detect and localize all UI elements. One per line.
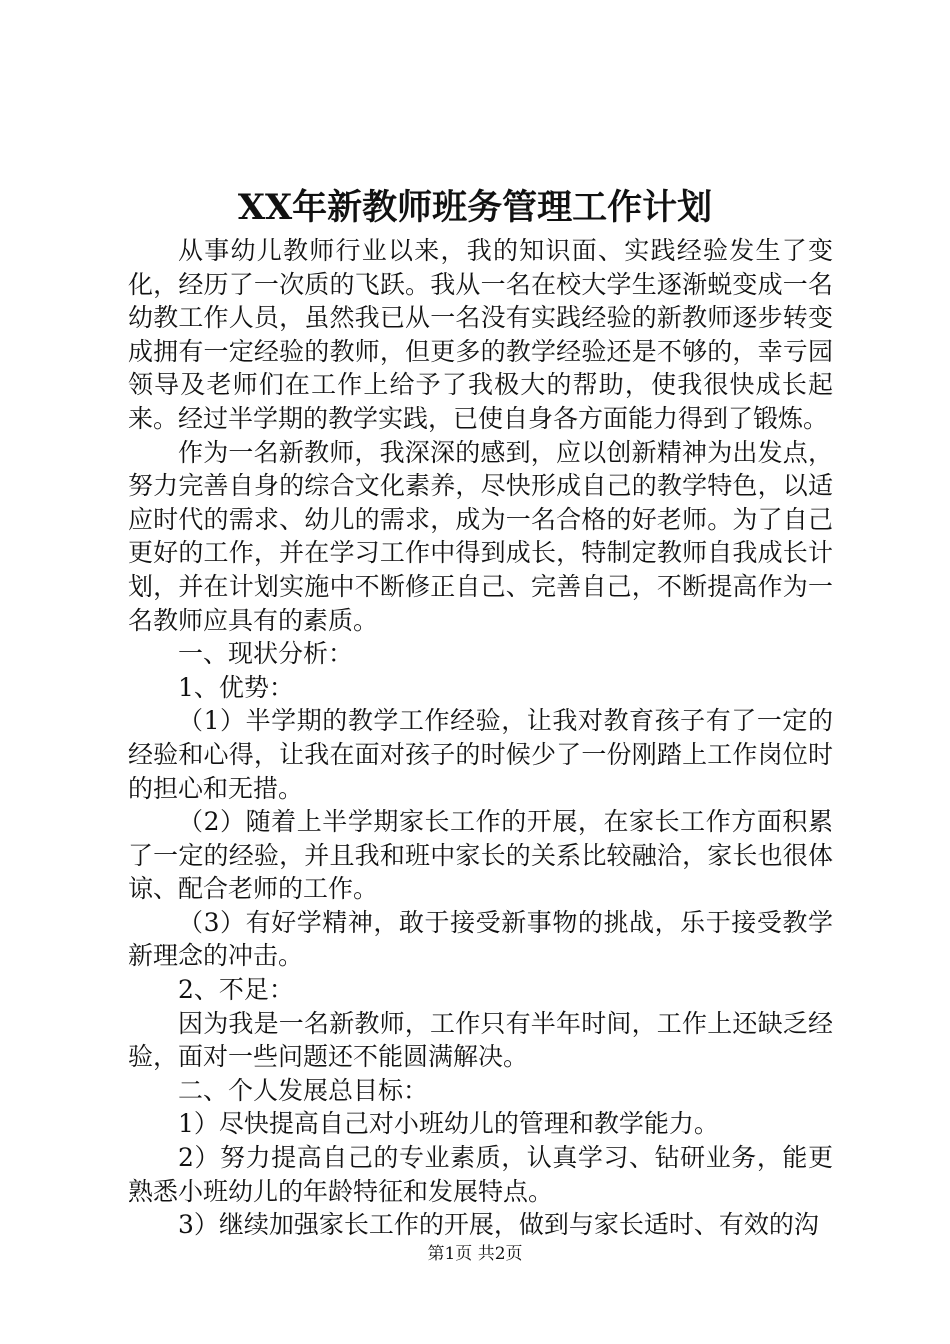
weakness-paragraph: 因为我是一名新教师，工作只有半年时间，工作上还缺乏经验，面对一些问题还不能圆满解决。 <box>128 1008 833 1072</box>
paragraph-intro: 从事幼儿教师行业以来，我的知识面、实践经验发生了变化，经历了一次质的飞跃。我从一名在校大学生逐渐蜕变成一名幼教工作人员，虽然我已从一名没有实践经验的新教师逐步转变成拥有一定经验的教师，但更多的教学经验还是不够的，幸亏园领导及老师们在工作上给予了我极大的帮助，使我很快成长起来。经过半学期的教学实践，已使自身各方面能力得到了锻炼。 <box>128 236 833 433</box>
document-body <box>128 234 833 1242</box>
section-heading-goals: 二、个人发展总目标： <box>178 1075 429 1105</box>
section-heading-status: 一、现状分析： <box>178 639 354 669</box>
page-number-footer: 第1页 共2页 <box>427 1244 523 1264</box>
strength-item-2: （2）随着上半学期家长工作的开展，在家长工作方面积累了一定的经验，并且我和班中家长的关系比较融洽，家长也很体谅、配合老师的工作。 <box>128 807 833 904</box>
subheading-weaknesses: 2、不足： <box>178 975 294 1005</box>
document-title: XX年新教师班务管理工作计划 <box>237 187 713 228</box>
goal-item-1: 1）尽快提高自己对小班幼儿的管理和教学能力。 <box>178 1109 719 1139</box>
strength-item-1: （1）半学期的教学工作经验，让我对教育孩子有了一定的经验和心得，让我在面对孩子的时候少了一份刚踏上工作岗位时的担心和无措。 <box>128 706 833 803</box>
paragraph-new-teacher: 作为一名新教师，我深深的感到，应以创新精神为出发点，努力完善自身的综合文化素养，尽快形成自己的教学特色，以适应时代的需求、幼儿的需求，成为一名合格的好老师。为了自己更好的工作，并在学习工作中得到成长，特制定教师自我成长计划，并在计划实施中不断修正自己、完善自己，不断提高作为一名教师应具有的素质。 <box>128 437 833 635</box>
strength-item-3: （3）有好学精神，敢于接受新事物的挑战，乐于接受教学新理念的冲击。 <box>128 907 833 971</box>
goal-item-2: 2）努力提高自己的专业素质，认真学习、钻研业务，能更熟悉小班幼儿的年龄特征和发展特点。 <box>128 1143 833 1206</box>
subheading-strengths: 1、优势： <box>178 672 294 702</box>
goal-item-3: 3）继续加强家长工作的开展，做到与家长适时、有效的沟 <box>178 1210 819 1240</box>
